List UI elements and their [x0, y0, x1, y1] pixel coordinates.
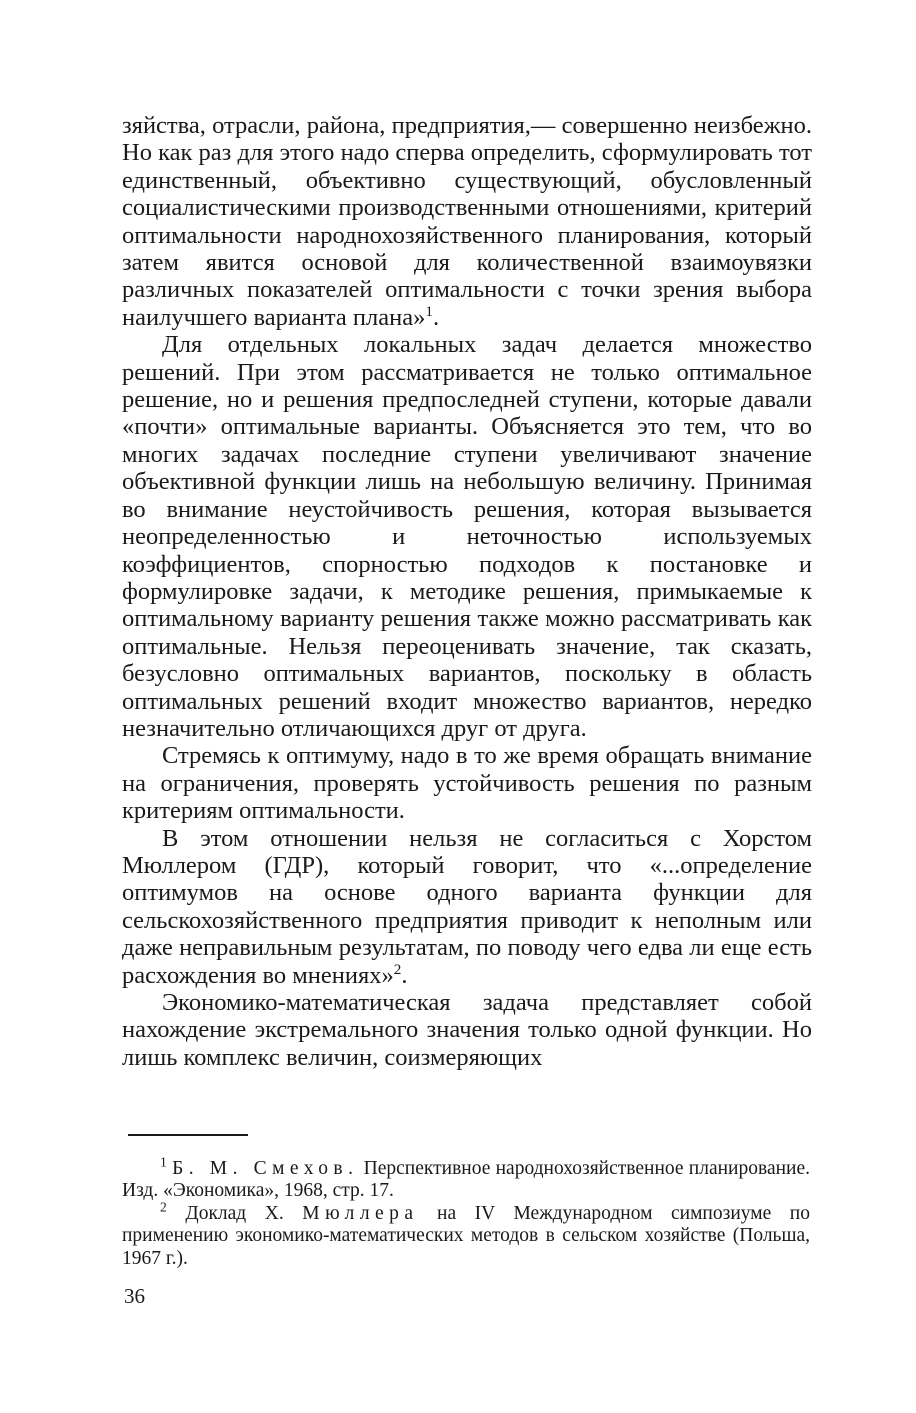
footnote-1: [122, 1154, 810, 1203]
footnote-1-author: Б. М. Смехов.: [172, 1158, 359, 1179]
paragraph-2: Для отдельных локальных задач делается множество решений. При этом рассматривается не только оптимальное решение, но и решения предпоследней ступени, которые давали «почти» оптимальные варианты. Объясняется это тем, что во многих задачах последние ступени увеличивают значение объективной функции лишь на небольшую величину. Принимая во внимание неустойчивость решения, которая вызывается неопределенностью и неточностью используемых коэффициентов, спорностью подходов к постановке и формулировке задачи, к методике решения, примыкаемые к оптимальному варианту решения также можно рассматривать как оптимальные. Нельзя переоценивать значение, так сказать, безусловно оптимальных вариантов, поскольку в область оптимальных решений входит множество вариантов, нередко незначительно отличающихся друг от друга.: [122, 331, 812, 742]
paragraph-4-text: В этом отношении нельзя не согласиться с Хорстом Мюллером (ГДР), который говорит, что «...определение оптимумов на основе одного варианта функции для сельскохозяйственного предприятия приводит к неполным или даже неправильным результатам, по поводу чего едва ли еще есть расхождения во мнениях»: [122, 824, 812, 989]
footnote-2-prefix: Доклад Х.: [166, 1202, 303, 1224]
footnote-2: [122, 1199, 810, 1270]
footnote-ref-1: 1: [425, 302, 433, 320]
footnote-2-text: на IV Международном симпозиуме по применению экономико-математических методов в сельском хозяйстве (Польша, 1967 г.).: [122, 1202, 810, 1269]
page-number: 36: [124, 1284, 145, 1308]
main-text: [122, 112, 812, 1071]
footnote-divider: [128, 1134, 248, 1136]
footnote-ref-2: 2: [393, 960, 402, 978]
paragraph-1-text: зяйства, отрасли, района, предприятия,— совершенно неизбежно. Но как раз для этого надо сперва определить, сформулировать тот единственный, объективно существующий, обусловленный социалистическими производственными отношениями, критерий оптимальности народнохозяйственного планирования, который затем явится основой для количественной взаимоувязки различных показателей оптимальности с точки зрения выбора наилучшего варианта плана»: [122, 112, 812, 331]
paragraph-4-end: .: [401, 961, 408, 989]
paragraph-3: Стремясь к оптимуму, надо в то же время обращать внимание на ограничения, проверять устойчивость решения по разным критериям оптимальности.: [122, 742, 812, 825]
footnotes: [122, 1154, 810, 1270]
paragraph-1-end: .: [432, 303, 440, 331]
footnote-1-text: Перспективное народнохозяйственное планирование. Изд. «Экономика», 1968, стр. 17.: [122, 1158, 810, 1202]
footnote-2-mark: 2: [160, 1199, 167, 1215]
footnote-1-mark: 1: [160, 1154, 167, 1170]
paragraph-5: Экономико-математическая задача представляет собой нахождение экстремального значения только одной функции. Но лишь комплекс величин, соизмеряющих: [122, 989, 812, 1071]
paragraph-4: [122, 825, 812, 989]
footnote-2-author: Мюллера: [302, 1202, 419, 1224]
paragraph-1: [122, 112, 812, 331]
